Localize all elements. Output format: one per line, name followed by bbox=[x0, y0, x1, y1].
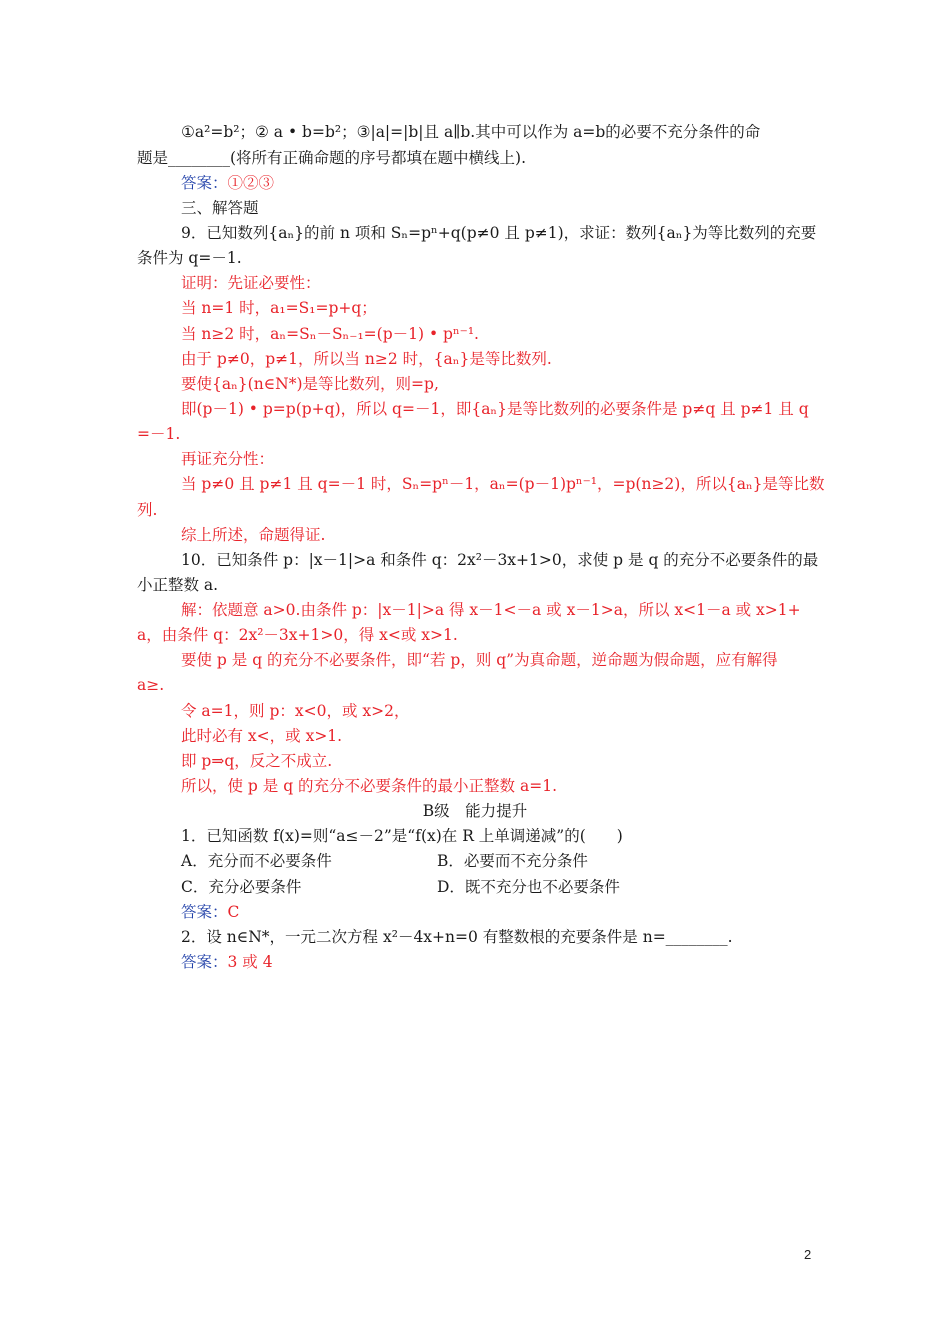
solution-line: a≥. bbox=[137, 676, 165, 694]
solution-line: 此时必有 x<，或 x>1. bbox=[181, 727, 343, 745]
proof-line: 即(p－1) • p=p(p+q)，所以 q=－1，即{aₙ}是等比数列的必要条件是 p≠q 且 p≠1 且 q bbox=[181, 400, 809, 418]
proof-line: =－1. bbox=[137, 425, 181, 443]
option-row bbox=[181, 849, 817, 874]
question-b1-text: 1．已知函数 f(x)=则“a≤－2”是“f(x)在 R 上单调递减”的( ) bbox=[181, 827, 623, 845]
option-d: D．既不充分也不必要条件 bbox=[437, 878, 620, 896]
page-number: 2 bbox=[804, 1247, 812, 1262]
proof-line: 由于 p≠0，p≠1，所以当 n≥2 时，{aₙ}是等比数列. bbox=[181, 350, 552, 368]
question-8-blank: 题是________(将所有正确命题的序号都填在题中横线上). bbox=[137, 149, 527, 167]
answer-b1: 答案：C bbox=[181, 903, 240, 921]
question-9-text: 9．已知数列{aₙ}的前 n 项和 Sₙ=pⁿ+q(p≠0 且 p≠1)，求证：数列{aₙ}为等比数列的充要 bbox=[181, 224, 817, 242]
option-a: A．充分而不必要条件 bbox=[181, 852, 332, 870]
question-9-cont: 条件为 q=－1. bbox=[137, 249, 242, 267]
solution-line: 所以，使 p 是 q 的充分不必要条件的最小正整数 a=1. bbox=[181, 777, 557, 795]
level-heading: B级 能力提升 bbox=[422, 802, 528, 820]
question-8-text: ①a²=b²；② a • b=b²；③|a|=|b|且 a∥b.其中可以作为 a=b的必要不充分条件的命 bbox=[181, 123, 761, 141]
solution-line: 解：依题意 a>0.由条件 p：|x－1|>a 得 x－1<－a 或 x－1>a，所以 x<1－a 或 x>1+ bbox=[181, 601, 801, 619]
option-c: C．充分必要条件 bbox=[181, 878, 302, 896]
proof-line: 当 n≥2 时，aₙ=Sₙ－Sₙ₋₁=(p－1) • pⁿ⁻¹. bbox=[181, 325, 479, 343]
proof-line: 列. bbox=[137, 501, 158, 519]
option-row bbox=[181, 875, 817, 900]
solution-line: 要使 p 是 q 的充分不必要条件，即“若 p，则 q”为真命题，逆命题为假命题，应有解得 bbox=[181, 651, 778, 669]
solution-line: 令 a=1，则 p：x<0，或 x>2， bbox=[181, 702, 410, 720]
solution-line: 即 p⇒q，反之不成立. bbox=[181, 752, 333, 770]
question-10-cont: 小正整数 a. bbox=[137, 576, 219, 594]
option-b: B．必要而不充分条件 bbox=[437, 852, 588, 870]
solution-line: a，由条件 q：2x²－3x+1>0，得 x<或 x>1. bbox=[137, 626, 458, 644]
question-10-text: 10．已知条件 p：|x－1|>a 和条件 q：2x²－3x+1>0，求使 p 是 q 的充分不必要条件的最 bbox=[181, 551, 819, 569]
proof-line: 当 n=1 时，a₁=S₁=p+q； bbox=[181, 299, 377, 317]
proof-line: 综上所述，命题得证. bbox=[181, 526, 326, 544]
proof-line: 要使{aₙ}(n∈N*)是等比数列，则=p, bbox=[181, 375, 439, 393]
answer-8: 答案：①②③ bbox=[181, 174, 275, 192]
question-b2-text: 2．设 n∈N*，一元二次方程 x²－4x+n=0 有整数根的充要条件是 n=________. bbox=[181, 928, 733, 946]
section-heading: 三、解答题 bbox=[181, 199, 259, 217]
proof-line: 证明：先证必要性： bbox=[181, 274, 321, 292]
proof-line: 当 p≠0 且 p≠1 且 q=－1 时，Sₙ=pⁿ－1，aₙ=(p－1)pⁿ⁻¹，=p(n≥2)，所以{aₙ}是等比数 bbox=[181, 475, 825, 493]
answer-b2: 答案：3 或 4 bbox=[181, 953, 273, 971]
proof-line: 再证充分性： bbox=[181, 450, 275, 468]
